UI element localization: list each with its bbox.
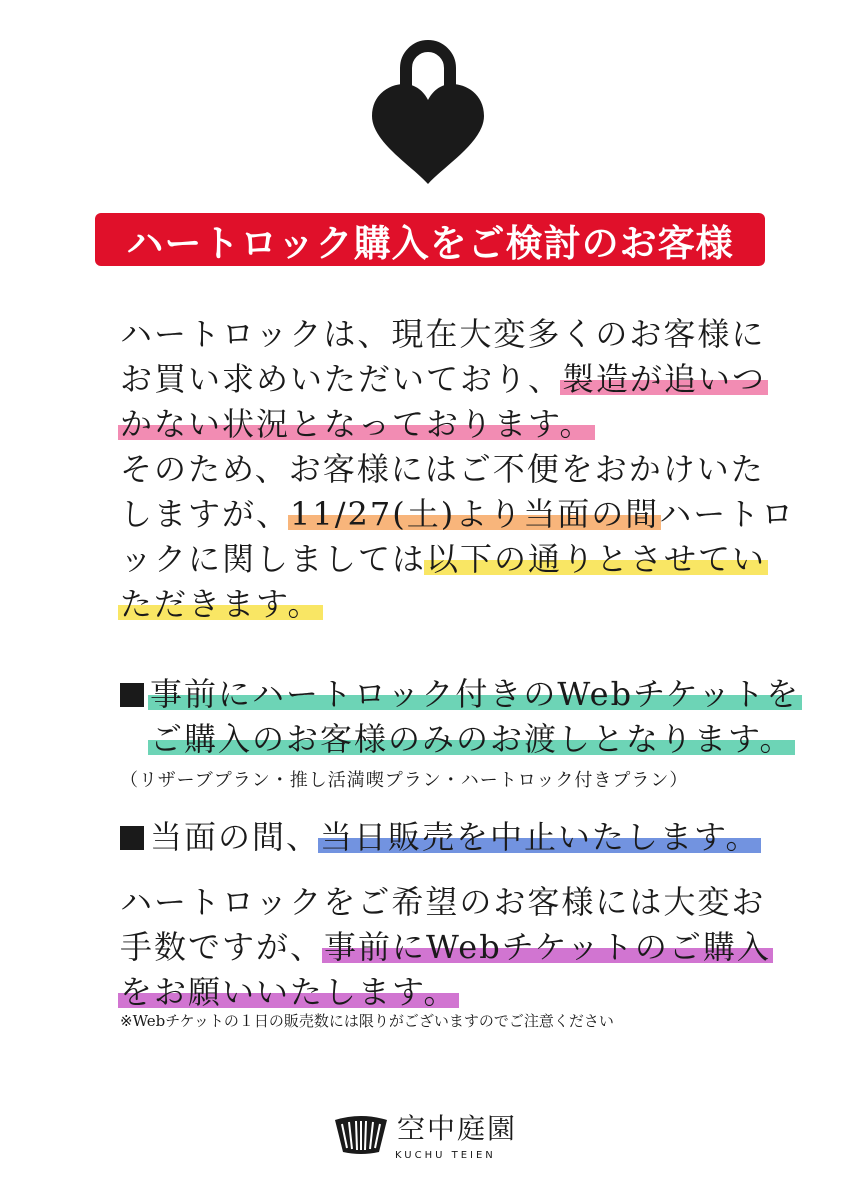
intro-paragraph: ハートロックは、現在大変多くのお客様に お買い求めいただいており、製造が追いつ かない状況となっております。 そのため、お客様にはご不便をおかけいた しますが、11/27(土)より当面の間ハートロ ックに関しましては以下の通りとさせてい ただきます。	[120, 315, 796, 623]
footnote: ※Webチケットの１日の販売数には限りがございますのでご注意ください	[120, 1012, 614, 1030]
page-title: ハートロック購入をご検討のお客様	[95, 213, 765, 266]
highlight-orange: 11/27(土)より当面の間	[290, 495, 660, 533]
notice-items	[120, 672, 801, 860]
plan-note: （リザーブプラン・推し活満喫プラン・ハートロック付きプラン）	[120, 770, 689, 791]
highlight-yellow: ただきます。	[120, 585, 322, 623]
logo	[333, 1112, 533, 1162]
highlight-green: ご購入のお客様のみのお渡しとなります。	[150, 720, 794, 758]
square-bullet-icon	[120, 826, 144, 850]
kuchu-teien-logo-icon	[333, 1112, 389, 1156]
highlight-green: 事前にハートロック付きのWebチケットを	[150, 675, 801, 713]
heart-padlock-icon	[372, 38, 484, 186]
list-item	[120, 672, 801, 717]
highlight-yellow: 以下の通りとさせてい	[426, 540, 767, 578]
highlight-pink: 製造が追いつ	[562, 360, 767, 398]
logo-name: 空中庭園	[397, 1112, 518, 1145]
closing-paragraph: ハートロックをご希望のお客様には大変お 手数ですが、事前にWebチケットのご購入 をお願いいたします。	[120, 883, 771, 1011]
highlight-blue: 当日販売を中止いたします。	[320, 818, 760, 856]
list-item: 当面の間、当日販売を中止いたします。	[120, 815, 760, 860]
highlight-pink: かない状況となっております。	[120, 405, 594, 443]
highlight-purple: をお願いいたします。	[120, 973, 458, 1011]
logo-subtitle: KUCHU TEIEN	[395, 1150, 496, 1161]
square-bullet-icon	[120, 683, 144, 707]
highlight-purple: 事前にWebチケットのご購入	[324, 928, 771, 966]
